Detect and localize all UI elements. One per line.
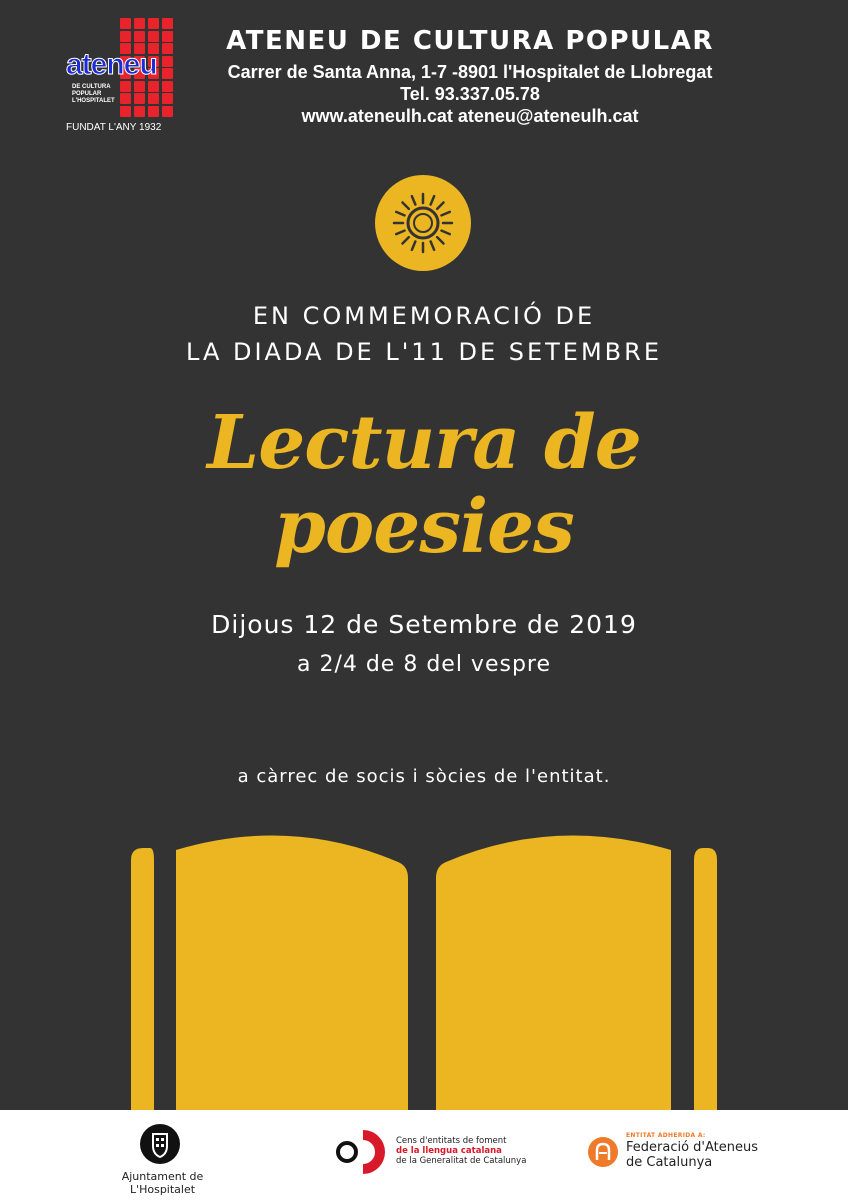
federacio-name: Federació d'Ateneus de Catalunya bbox=[626, 1140, 759, 1170]
sun-ray bbox=[437, 202, 443, 208]
cens-text: Cens d'entitats de foment de la llengua catalana de la Generalitat de Catalunya bbox=[396, 1136, 527, 1166]
event-date: Dijous 12 de Setembre de 2019 bbox=[211, 610, 637, 639]
sun-ray bbox=[402, 237, 408, 243]
sun-ray bbox=[441, 212, 449, 215]
ajuntament-label: Ajuntament de L'Hospitalet bbox=[121, 1170, 204, 1196]
logo-grid-cell bbox=[148, 81, 159, 92]
intro-line-1: EN COMMEMORACIÓ DE bbox=[252, 302, 596, 330]
logo-word: ateneu bbox=[66, 48, 157, 81]
logo-grid-cell bbox=[148, 18, 159, 29]
logo-grid-cell bbox=[162, 31, 173, 42]
org-phone: Tel. 93.337.05.78 bbox=[400, 84, 540, 104]
logo-grid-cell bbox=[162, 18, 173, 29]
event-title-line-2: poesies bbox=[274, 484, 574, 570]
sun-ray bbox=[431, 196, 434, 204]
logo-grid-cell bbox=[120, 18, 131, 29]
logo-grid-cell bbox=[162, 68, 173, 79]
logo-grid-cell bbox=[134, 106, 145, 117]
logo-grid-cell bbox=[148, 31, 159, 42]
logo-grid-cell bbox=[162, 56, 173, 67]
open-book-icon bbox=[0, 820, 848, 1110]
federacio-caption: ENTITAT ADHERIDA A: bbox=[626, 1132, 706, 1139]
logo-grid-cell bbox=[162, 81, 173, 92]
org-web-email: www.ateneulh.cat ateneu@ateneulh.cat bbox=[301, 106, 639, 126]
sun-ray bbox=[412, 196, 415, 204]
logo-grid-cell bbox=[134, 31, 145, 42]
logo-grid-cell bbox=[134, 81, 145, 92]
logo-grid-cell bbox=[120, 106, 131, 117]
event-time: a 2/4 de 8 del vespre bbox=[296, 652, 552, 677]
ajuntament-emblem-icon bbox=[140, 1124, 180, 1164]
logo-grid-cell bbox=[162, 43, 173, 54]
logo-grid-cell bbox=[148, 93, 159, 104]
footer bbox=[0, 1110, 848, 1200]
logo-grid-cell bbox=[148, 106, 159, 117]
logo-grid-cell bbox=[162, 106, 173, 117]
sun-badge bbox=[375, 175, 471, 271]
logo-grid-cell bbox=[120, 31, 131, 42]
sun-ray bbox=[441, 231, 449, 234]
sun-ray bbox=[412, 241, 415, 249]
sun-ray bbox=[396, 231, 404, 234]
ateneu-logo bbox=[66, 18, 184, 136]
sun-ray bbox=[431, 241, 434, 249]
sun-ray bbox=[402, 202, 408, 208]
logo-grid-cell bbox=[134, 93, 145, 104]
sun-ray bbox=[437, 237, 443, 243]
intro-line-2: LA DIADA DE L'11 DE SETEMBRE bbox=[186, 338, 662, 366]
logo-grid-cell bbox=[134, 18, 145, 29]
sun-ray bbox=[396, 212, 404, 215]
sun-icon bbox=[375, 175, 471, 271]
org-address: Carrer de Santa Anna, 1-7 -8901 l'Hospitalet de Llobregat bbox=[227, 62, 713, 82]
logo-founded: FUNDAT L'ANY 1932 bbox=[66, 122, 162, 133]
event-title-line-1: Lectura de bbox=[207, 400, 641, 486]
org-name: ATENEU DE CULTURA POPULAR bbox=[226, 26, 714, 56]
cens-logo-icon bbox=[335, 1124, 391, 1180]
logo-subtitle: DE CULTURA POPULAR L'HOSPITALET bbox=[72, 84, 115, 104]
event-presenters: a càrrec de socis i sòcies de l'entitat. bbox=[237, 766, 611, 787]
logo-grid-cell bbox=[162, 93, 173, 104]
federacio-logo-icon bbox=[588, 1137, 618, 1167]
